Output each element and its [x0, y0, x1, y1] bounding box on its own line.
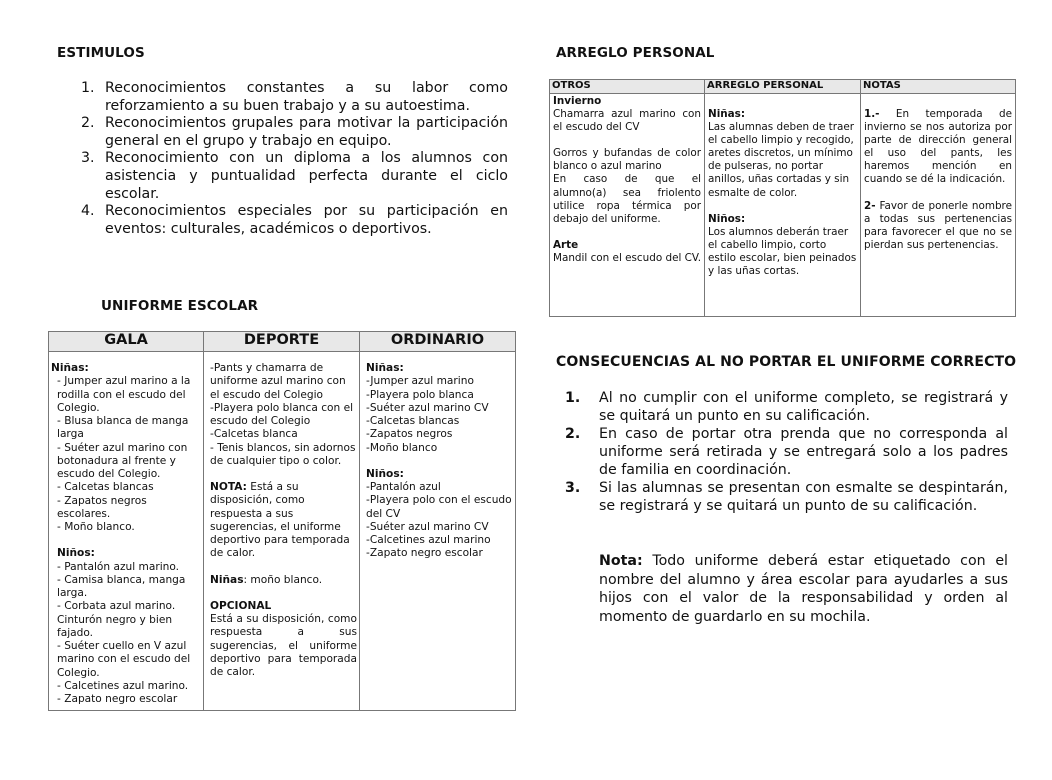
gala-ninas-label: Niñas:	[51, 362, 89, 374]
gala-ninos-item: - Suéter cuello en V azul marino con el escudo del Colegio.	[57, 640, 191, 679]
deporte-item: -Calcetas blanca	[210, 428, 298, 441]
list-number: 3.	[81, 150, 95, 167]
list-number: 1.	[81, 80, 95, 96]
uniforme-table	[48, 331, 516, 711]
list-text: Reconocimiento con un diploma a los alumnos con asistencia y puntualidad perfecta durante el ciclo escolar.	[105, 150, 508, 202]
arreglo-ninos-label: Niños:	[708, 212, 746, 225]
nota-paragraph	[599, 552, 1008, 626]
deporte-item: - Tenis blancos, sin adornos de cualquier tipo o color.	[210, 441, 356, 467]
list-text: Al no cumplir con el uniforme completo, se registrará y se quitará un punto en su calificación.	[599, 390, 1008, 424]
otros-arte-text: Mandil con el escudo del CV.	[553, 251, 701, 264]
estimulos-list	[81, 80, 508, 238]
cell-gala	[49, 352, 204, 711]
col-header-gala: GALA	[49, 332, 204, 352]
deporte-nota-label: NOTA:	[210, 481, 247, 493]
ordinario-ninas-item: -Suéter azul marino CV	[366, 401, 489, 414]
deporte-item: -Playera polo blanca con el escudo del Colegio	[210, 401, 354, 427]
col-header-ordinario: ORDINARIO	[360, 332, 516, 352]
otros-gorros-text: Gorros y bufandas de color blanco o azul marino	[553, 147, 701, 173]
deporte-item: -Pants y chamarra de uniforme azul marino con el escudo del Colegio	[210, 362, 346, 401]
notas-1-text: En temporada de invierno se nos autoriza por parte de dirección general el uso del pants, les haremos mención en cuando se dé la indicación.	[864, 108, 1012, 186]
gala-ninos-item: - Corbata azul marino. Cinturón negro y bien fajado.	[57, 600, 176, 639]
ordinario-ninas-item: -Playera polo blanca	[366, 388, 474, 401]
col-header-otros: OTROS	[550, 80, 705, 94]
ordinario-ninos-item: -Calcetines azul marino	[366, 534, 491, 546]
deporte-ninas	[210, 574, 357, 587]
list-item	[81, 150, 508, 203]
gala-ninas-item: - Zapatos negros escolares.	[57, 494, 147, 520]
ordinario-ninos-item: -Pantalón azul	[366, 481, 441, 493]
gala-ninas-item: - Calcetas blancas	[57, 481, 154, 494]
cell-deporte	[204, 352, 360, 711]
deporte-opcional-text: Está a su disposición, como respuesta a sus sugerencias, el uniforme deportivo para temporada de calor.	[210, 613, 357, 678]
gala-ninos-item: - Zapato negro escolar	[57, 693, 178, 705]
ordinario-ninas-item: -Calcetas blancas	[366, 415, 460, 427]
cell-notas	[861, 94, 1016, 317]
col-header-notas: NOTAS	[861, 80, 1016, 94]
estimulos-title: ESTIMULOS	[57, 45, 145, 61]
arreglo-title: ARREGLO PERSONAL	[556, 45, 715, 61]
ordinario-ninas-item: -Jumper azul marino	[366, 375, 474, 388]
deporte-nota	[210, 481, 357, 561]
deporte-nota-text: Está a su disposición, como respuesta a sus sugerencias, el uniforme deportivo para temporada de calor.	[210, 481, 350, 560]
arreglo-table	[549, 79, 1016, 317]
list-number: 3.	[565, 480, 581, 496]
gala-ninos-item: - Camisa blanca, manga larga.	[57, 573, 186, 599]
list-number: 4.	[81, 203, 95, 220]
list-number: 2.	[565, 426, 581, 442]
gala-ninas-item: - Suéter azul marino con botonadura al frente y escudo del Colegio.	[57, 441, 188, 480]
ordinario-ninos-label: Niños:	[366, 467, 404, 480]
deporte-ninas-text: : moño blanco.	[243, 573, 323, 586]
list-text: En caso de portar otra prenda que no corresponda al uniforme será retirada y se entregará solo a los padres de familia en coordinación.	[599, 426, 1008, 478]
ordinario-ninas-item: -Zapatos negros	[366, 428, 453, 441]
list-text: Reconocimientos especiales por su participación en eventos: culturales, académicos o deportivos.	[105, 203, 508, 237]
gala-ninos-label: Niños:	[57, 547, 95, 560]
list-text: Reconocimientos constantes a su labor como reforzamiento a su buen trabajo y a su autoestima.	[105, 80, 508, 114]
notas-2	[864, 200, 1012, 252]
otros-arte-label: Arte	[553, 238, 579, 251]
ordinario-ninos-item: -Zapato negro escolar	[366, 547, 483, 560]
gala-ninos-item: - Calcetines azul marino.	[57, 679, 189, 692]
list-item	[565, 425, 1008, 479]
arreglo-ninos-text: Los alumnos deberán traer el cabello limpio, corto estilo escolar, bien peinados y las uñas cortas.	[708, 225, 857, 278]
uniforme-title: UNIFORME ESCOLAR	[101, 298, 259, 314]
consecuencias-title: CONSECUENCIAS AL NO PORTAR EL UNIFORME CORRECTO	[556, 354, 1017, 370]
otros-invierno-label: Invierno	[553, 95, 602, 107]
list-item	[81, 80, 508, 115]
cell-otros	[550, 94, 705, 317]
ordinario-ninas-label: Niñas:	[366, 362, 404, 374]
gala-ninas-item: - Moño blanco.	[57, 521, 135, 533]
nota-label: Nota:	[599, 553, 643, 569]
list-item	[565, 479, 1008, 515]
arreglo-ninas-label: Niñas:	[708, 108, 746, 120]
list-item	[81, 203, 508, 238]
notas-1-label: 1.-	[864, 108, 880, 120]
otros-caso-text: En caso de que el alumno(a) sea friolento utilice ropa térmica por debajo del uniforme.	[553, 173, 701, 225]
deporte-ninas-label: Niñas	[210, 573, 244, 586]
list-number: 1.	[565, 390, 581, 406]
cell-ordinario	[360, 352, 516, 711]
nota-text: Todo uniforme deberá estar etiquetado con el nombre del alumno y área escolar para ayudarles a sus hijos con el valor de la responsabilidad y orden al momento de guardarlo en su mochila.	[599, 553, 1008, 625]
cell-arreglo	[705, 94, 861, 317]
ordinario-ninos-item: -Playera polo con el escudo del CV	[366, 494, 512, 520]
ordinario-ninos-item: -Suéter azul marino CV	[366, 520, 489, 533]
list-item	[565, 389, 1008, 425]
gala-ninos-item: - Pantalón azul marino.	[57, 560, 180, 573]
list-text: Reconocimientos grupales para motivar la participación general en el grupo y trabajo en equipo.	[105, 115, 508, 149]
otros-invierno-text: Chamarra azul marino con el escudo del CV	[553, 108, 701, 134]
list-number: 2.	[81, 115, 95, 132]
notas-2-text: Favor de ponerle nombre a todas sus pertenencias para favorecer el que no se pierdan sus pertenencias.	[864, 199, 1012, 251]
col-header-arreglo: ARREGLO PERSONAL	[705, 80, 861, 94]
notas-2-label: 2-	[864, 199, 876, 212]
deporte-opcional-label: OPCIONAL	[210, 599, 272, 612]
gala-ninas-item: - Blusa blanca de manga larga	[57, 415, 189, 441]
list-text: Si las alumnas se presentan con esmalte se despintarán, se registrará y se quitará un punto de su calificación.	[599, 480, 1008, 514]
gala-ninas-item: - Jumper azul marino a la rodilla con el escudo del Colegio.	[57, 375, 191, 414]
consecuencias-list	[565, 389, 1008, 515]
ordinario-ninas-item: -Moño blanco	[366, 441, 438, 454]
arreglo-ninas-text: Las alumnas deben de traer el cabello limpio y recogido, aretes discretos, un mínimo de pulseras, no portar anillos, uñas cortadas y sin esmalte de color.	[708, 121, 855, 199]
col-header-deporte: DEPORTE	[204, 332, 360, 352]
notas-1	[864, 108, 1012, 187]
list-item	[81, 115, 508, 150]
